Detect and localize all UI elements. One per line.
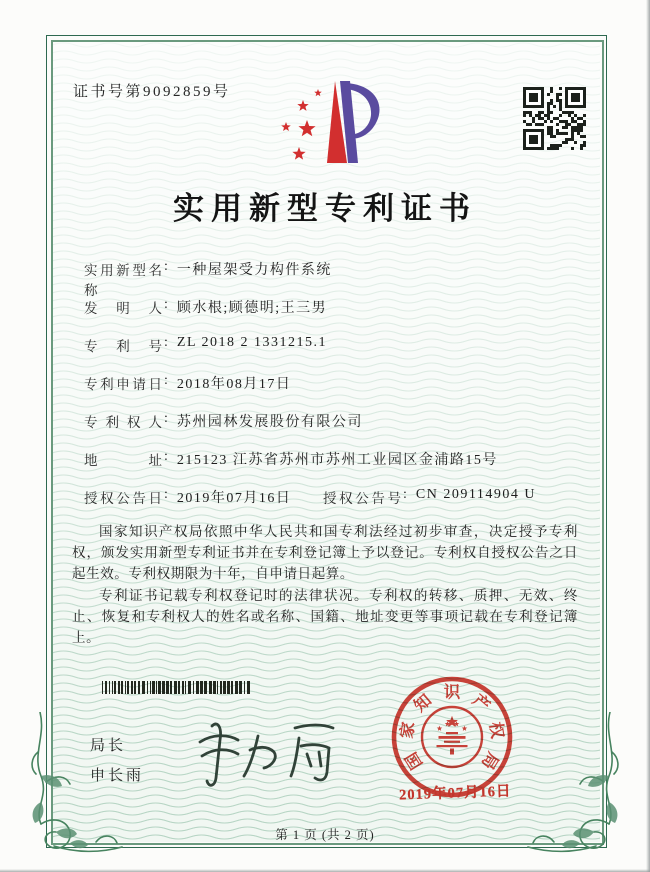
field-row: [84, 411, 584, 449]
svg-text:家: 家: [396, 720, 419, 740]
colon: :: [164, 449, 168, 464]
field-row: [84, 449, 584, 487]
field-value: 2018年08月17日: [176, 377, 292, 392]
field-label: 实用新型名称: [84, 263, 162, 298]
grant-row: [84, 487, 604, 525]
grant-date-value: 2019年07月16日: [176, 491, 292, 506]
certificate-title: 实用新型专利证书: [173, 191, 477, 226]
legal-paragraph-1: 国家知识产权局依照中华人民共和国专利法经过初步审查，决定授予专利权，颁发实用新型专利证书并在专利登记簿上予以登记。专利权自授权公告之日起生效。专利权期限为十年，自申请日起算。: [72, 524, 578, 582]
field-label: 专利权人: [84, 415, 162, 430]
signatory-name: 申长雨: [90, 768, 145, 784]
colon: :: [164, 411, 168, 426]
field-row: [84, 335, 584, 373]
field-label: 专利申请日: [84, 377, 162, 392]
certificate-number: 证书号第9092859号: [73, 84, 231, 100]
qr-code: [523, 87, 586, 150]
field-value: 苏州园林发展股份有限公司: [176, 415, 363, 430]
field-label: 地址: [84, 453, 162, 468]
field-row: [84, 373, 584, 411]
svg-text:产: 产: [468, 690, 494, 716]
svg-text:知: 知: [410, 690, 436, 716]
colon: :: [164, 297, 168, 312]
seal-date: 2019年07月16日: [398, 783, 512, 804]
grant-date-label: 授权公告日: [84, 491, 162, 506]
colon: :: [164, 259, 168, 274]
svg-text:识: 识: [443, 682, 461, 702]
svg-text:国: 国: [401, 748, 427, 773]
cnipa-logo-icon: [272, 77, 400, 171]
grant-number-value: CN 209114904 U: [415, 487, 536, 502]
field-value: ZL 2018 2 1331215.1: [176, 335, 327, 350]
scan-edge-right: [646, 0, 650, 872]
legal-text: [72, 521, 578, 648]
field-value: 215123 江苏省苏州市苏州工业园区金浦路15号: [176, 453, 498, 468]
colon: :: [164, 335, 168, 350]
page-footer: 第 1 页 (共 2 页): [275, 828, 375, 842]
barcode: [102, 681, 252, 694]
colon: :: [164, 487, 168, 502]
signature-handwriting-icon: [190, 698, 340, 790]
colon: :: [164, 373, 168, 388]
svg-text:权: 权: [485, 720, 508, 740]
signatory-title: 局长: [90, 738, 127, 754]
fields-section: [84, 259, 584, 487]
colon: :: [403, 487, 407, 502]
legal-paragraph-2: 专利证书记载专利权登记时的法律状况。专利权的转移、质押、无效、终止、恢复和专利权人的姓名或名称、国籍、地址变更等事项记载在专利登记簿上。: [72, 587, 578, 646]
field-row: [84, 297, 584, 335]
field-value: 一种屋架受力构件系统: [176, 263, 332, 278]
field-row: [84, 259, 584, 297]
svg-text:局: 局: [477, 748, 503, 773]
grant-number-label: 授权公告号: [323, 491, 401, 506]
field-value: 顾水根;顾德明;王三男: [176, 301, 328, 316]
field-label: 专利号: [84, 339, 162, 354]
field-label: 发明人: [84, 301, 162, 316]
